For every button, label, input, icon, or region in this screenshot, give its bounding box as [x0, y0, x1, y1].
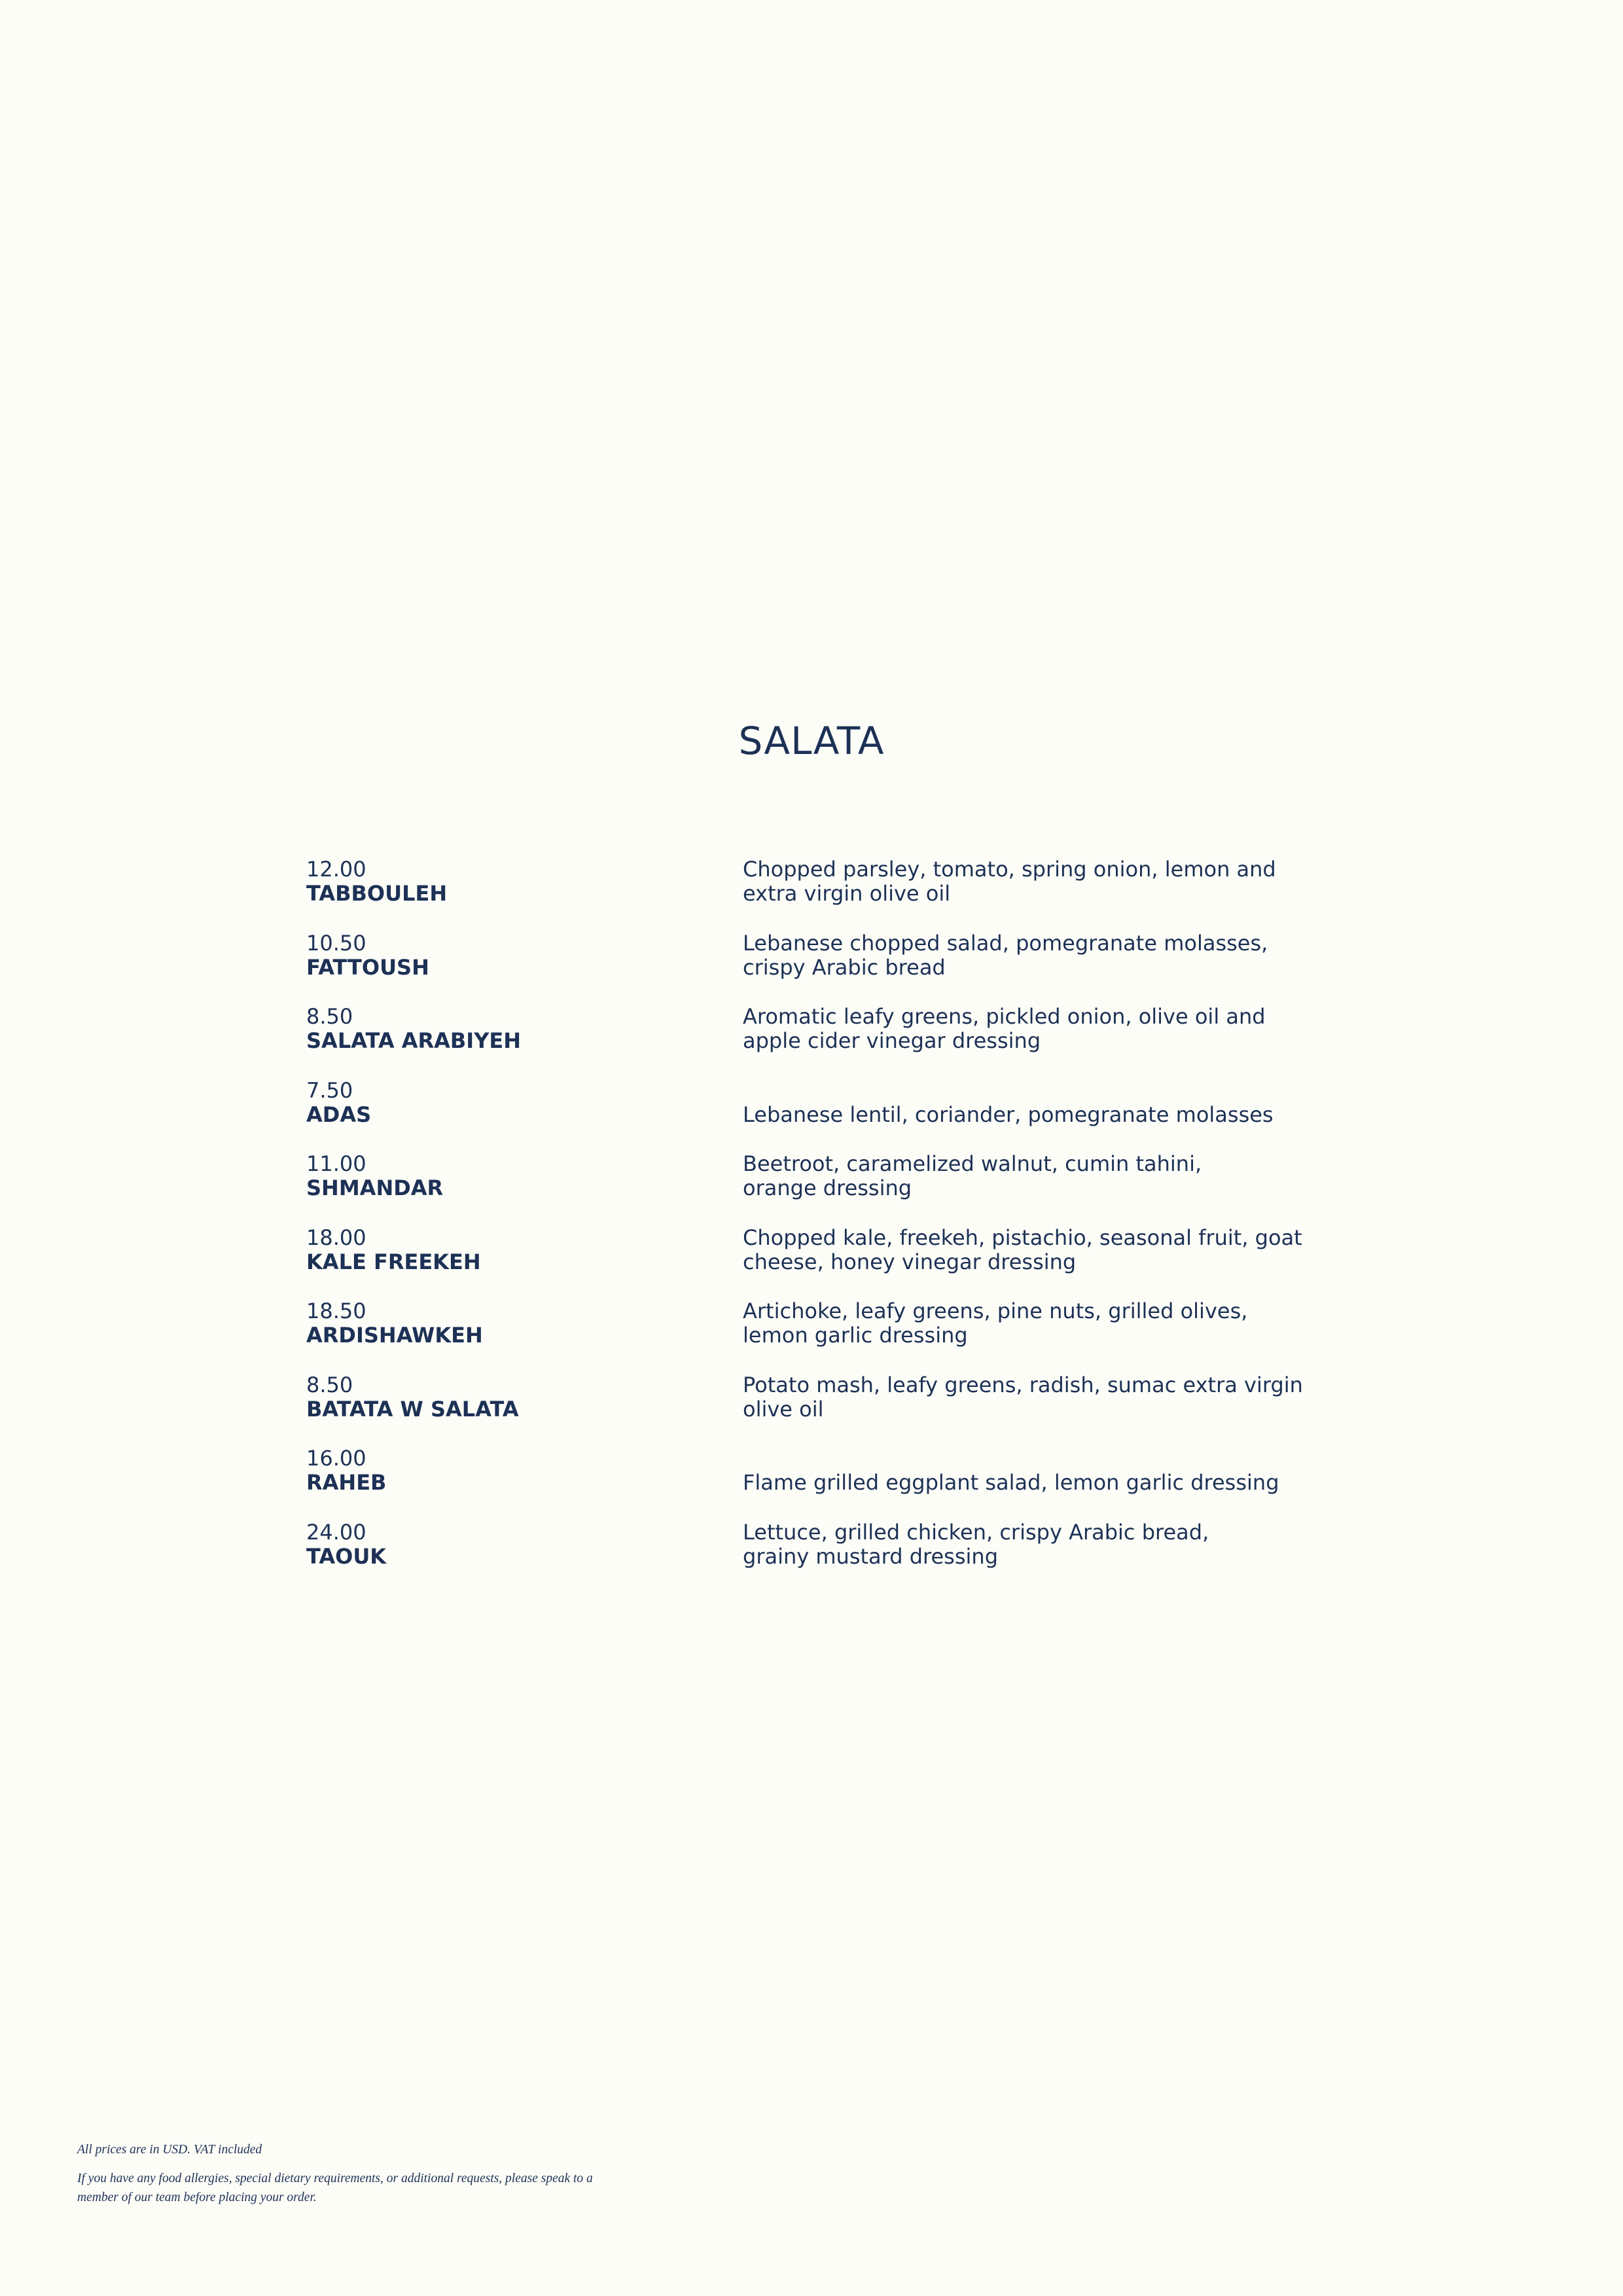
menu-item-description: Lebanese chopped salad, pomegranate molasses, crispy Arabic bread	[743, 930, 1268, 980]
menu-item-ardishawkeh	[306, 1299, 1327, 1373]
footer-notes	[77, 2140, 705, 2207]
menu-item-price: 10.50	[306, 930, 366, 956]
menu-item-price: 18.00	[306, 1225, 366, 1250]
menu-item-salata-arabiyeh	[306, 1005, 1327, 1079]
menu-item-batata-w-salata	[306, 1373, 1327, 1447]
menu-item-price: 11.00	[306, 1151, 366, 1176]
menu-item-price: 24.00	[306, 1519, 366, 1545]
menu-item-name: TABBOULEH	[306, 881, 448, 906]
menu-item-name: ARDISHAWKEH	[306, 1323, 483, 1348]
menu-item-header	[306, 1299, 725, 1348]
menu-item-description: Beetroot, caramelized walnut, cumin tahini, orange dressing	[743, 1151, 1202, 1200]
menu-item-taouk	[306, 1520, 1327, 1594]
menu-item-description: Flame grilled eggplant salad, lemon garlic dressing	[743, 1470, 1279, 1495]
menu-item-name: BATATA W SALATA	[306, 1396, 519, 1422]
menu-item-header	[306, 1226, 725, 1274]
menu-item-price: 16.00	[306, 1446, 366, 1471]
menu-item-name: FATTOUSH	[306, 954, 429, 980]
menu-item-name: ADAS	[306, 1102, 372, 1127]
page-title: SALATA	[738, 719, 885, 763]
menu-item-name: SHMANDAR	[306, 1175, 444, 1200]
menu-item-description: Potato mash, leafy greens, radish, sumac extra virgin olive oil	[743, 1372, 1303, 1422]
menu-item-name: RAHEB	[306, 1470, 387, 1495]
menu-item-header	[306, 1152, 725, 1200]
menu-item-header	[306, 1373, 725, 1422]
menu-item-price: 8.50	[306, 1004, 353, 1029]
menu-item-fattoush	[306, 931, 1327, 1005]
menu-item-description: Artichoke, leafy greens, pine nuts, grilled olives, lemon garlic dressing	[743, 1299, 1248, 1348]
menu-item-description: Aromatic leafy greens, pickled onion, olive oil and apple cider vinegar dressing	[743, 1004, 1266, 1053]
prices-note: All prices are in USD. VAT included	[77, 2143, 262, 2157]
menu-item-raheb	[306, 1446, 1327, 1520]
menu-item-price: 12.00	[306, 857, 366, 882]
menu-item-description: Chopped parsley, tomato, spring onion, lemon and extra virgin olive oil	[743, 857, 1276, 906]
menu-item-description: Lettuce, grilled chicken, crispy Arabic bread, grainy mustard dressing	[743, 1519, 1209, 1569]
menu-item-kale-freekeh	[306, 1226, 1327, 1300]
allergy-note: If you have any food allergies, special dietary requirements, or additional requests, please speak to a member of our team before placing your order.	[77, 2172, 593, 2204]
menu-item-header	[306, 1446, 725, 1495]
menu-item-header	[306, 857, 725, 906]
menu-item-description: Chopped kale, freekeh, pistachio, seasonal fruit, goat cheese, honey vinegar dressing	[743, 1225, 1302, 1274]
menu-item-description: Lebanese lentil, coriander, pomegranate molasses	[743, 1102, 1274, 1127]
menu-item-shmandar	[306, 1152, 1327, 1226]
menu-item-name: SALATA ARABIYEH	[306, 1028, 522, 1053]
menu-list	[306, 857, 1327, 1594]
menu-item-header	[306, 1079, 725, 1127]
menu-item-header	[306, 931, 725, 980]
menu-item-name: KALE FREEKEH	[306, 1249, 481, 1274]
menu-item-adas	[306, 1079, 1327, 1153]
menu-item-header	[306, 1005, 725, 1053]
menu-item-tabbouleh	[306, 857, 1327, 931]
menu-item-name: TAOUK	[306, 1543, 387, 1569]
menu-item-price: 18.50	[306, 1299, 366, 1323]
menu-item-price: 8.50	[306, 1372, 353, 1397]
menu-item-header	[306, 1520, 725, 1569]
menu-item-price: 7.50	[306, 1077, 353, 1103]
